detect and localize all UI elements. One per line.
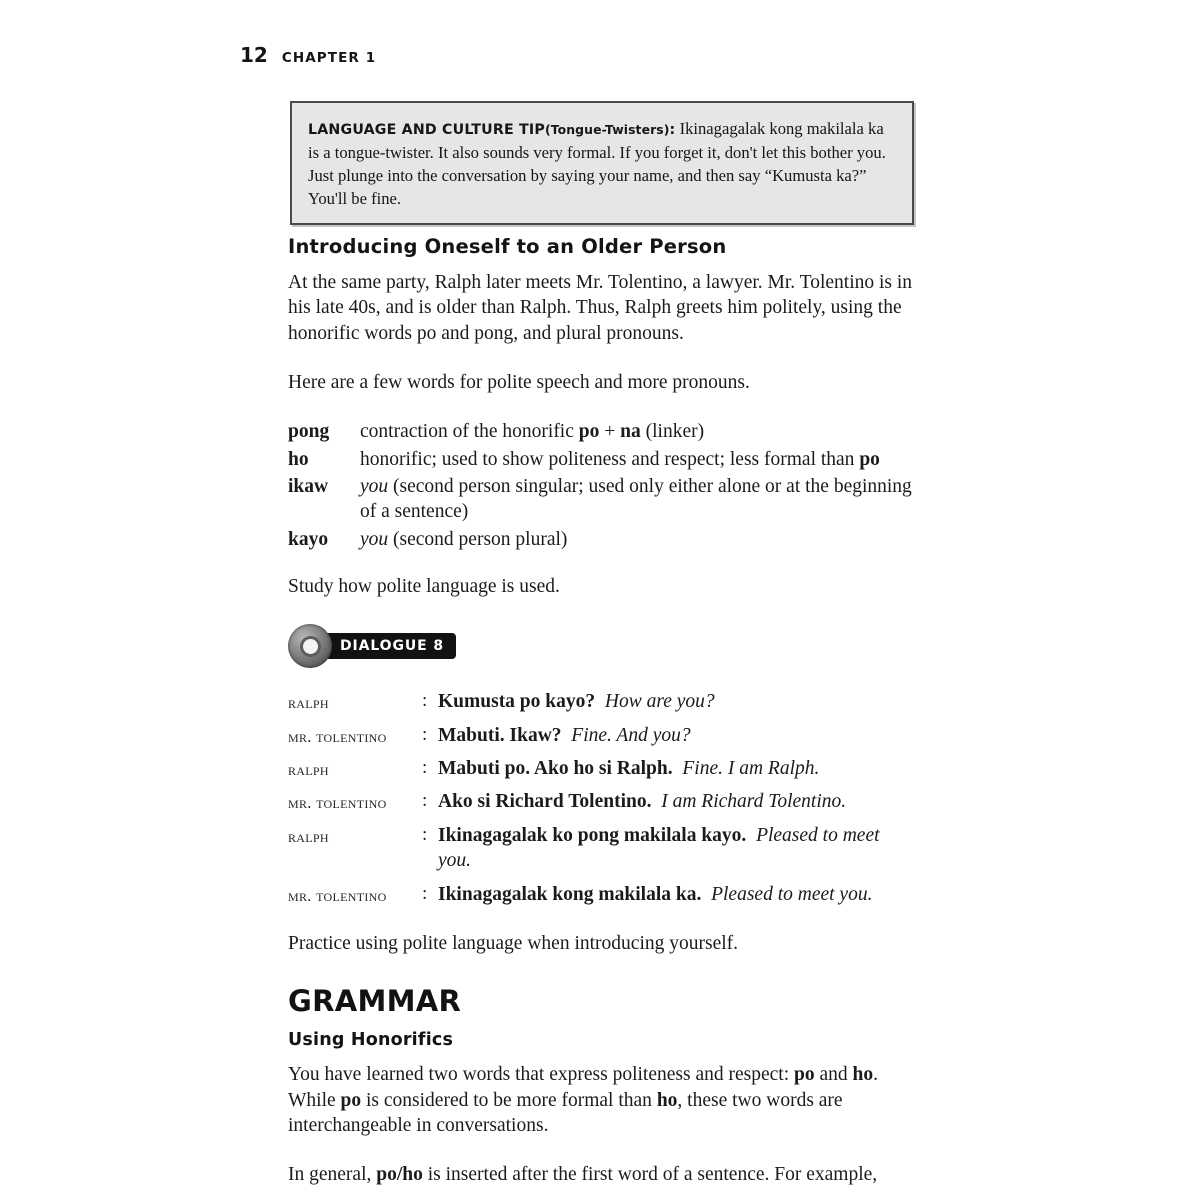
- dialogue-badge-label: DIALOGUE 8: [322, 633, 456, 659]
- dialogue-text: [438, 723, 916, 748]
- glossary-lead-in: Here are a few words for polite speech and more pronouns.: [288, 372, 750, 394]
- dialogue-speaker: ralph: [288, 693, 329, 713]
- dialogue-colon: :: [422, 882, 428, 904]
- dialogue-speaker: ralph: [288, 826, 329, 846]
- dialogue-english: How are you?: [604, 691, 715, 713]
- grammar-heading: GRAMMAR: [288, 984, 462, 1019]
- dialogue-text: [438, 823, 916, 874]
- dialogue-row: [288, 789, 916, 814]
- glossary-definition: contraction of the honorific po + na (linker): [360, 421, 705, 443]
- study-instruction: Study how polite language is used.: [288, 576, 560, 598]
- glossary-definition: you (second person singular; used only either alone or at the beginning of a sentence): [360, 476, 912, 523]
- dialogue-row: [288, 723, 916, 748]
- dialogue-speaker: mr. tolentino: [288, 793, 387, 813]
- dialogue-tagalog: Ako si Richard Tolentino.: [438, 791, 652, 813]
- glossary-term: ikaw: [288, 476, 329, 498]
- chapter-label: CHAPTER 1: [281, 50, 377, 66]
- glossary-row: [288, 419, 916, 444]
- dialogue-text: [438, 756, 916, 781]
- glossary-list: [288, 419, 916, 552]
- page-number: 12: [240, 43, 268, 67]
- dialogue-speaker: ralph: [288, 760, 329, 780]
- tip-box-label-paren: (Tongue-Twisters): [544, 122, 670, 137]
- glossary-term: pong: [288, 421, 330, 443]
- dialogue-colon: :: [422, 823, 428, 845]
- tip-box-body: Ikinagagalak kong makilala ka is a tongue-twister. It also sounds very formal. If you forget it, don't let this bother you. Just plunge into the conversation by saying your name, and then say “Kumusta ka?” You'll be fine.: [308, 119, 886, 209]
- dialogue-text: [438, 689, 916, 714]
- dialogue-colon: :: [422, 690, 428, 712]
- dialogue-tagalog: Ikinagagalak ko pong makilala kayo.: [438, 824, 747, 846]
- dialogue-colon: :: [422, 790, 428, 812]
- dialogue-speaker: mr. tolentino: [288, 726, 387, 746]
- glossary-row: [288, 474, 916, 525]
- tip-box-label-colon: :: [669, 122, 676, 138]
- glossary-term: ho: [288, 448, 309, 470]
- dialogue-english: Pleased to meet you.: [711, 883, 873, 905]
- glossary-row: [288, 447, 916, 472]
- dialogue-english: Fine. I am Ralph.: [682, 758, 820, 780]
- dialogue-speaker: mr. tolentino: [288, 885, 387, 905]
- grammar-paragraph-1: You have learned two words that express politeness and respect: po and ho. While po is considered to be more formal than ho, these two words are interchangeable in conversations.: [288, 1064, 878, 1136]
- practice-instruction: Practice using polite language when introducing yourself.: [288, 932, 739, 954]
- page-content-column: [288, 0, 916, 1188]
- dialogue-english: I am Richard Tolentino.: [661, 791, 847, 813]
- dialogue-tagalog: Kumusta po kayo?: [438, 691, 596, 713]
- glossary-definition: you (second person plural): [360, 528, 568, 550]
- tip-box-label: LANGUAGE AND CULTURE TIP: [308, 122, 545, 138]
- dialogue-colon: :: [422, 723, 428, 745]
- dialogue-row: [288, 882, 916, 907]
- section-heading: Introducing Oneself to an Older Person: [288, 235, 727, 258]
- glossary-row: [288, 527, 916, 552]
- dialogue-english: Fine. And you?: [571, 724, 691, 746]
- dialogue-tagalog: Mabuti. Ikaw?: [438, 724, 562, 746]
- grammar-subheading: Using Honorifics: [288, 1030, 454, 1051]
- glossary-definition: honorific; used to show politeness and respect; less formal than po: [360, 448, 880, 470]
- dialogue-text: [438, 789, 916, 814]
- dialogue-row: [288, 689, 916, 714]
- dialogue-list: [288, 689, 916, 906]
- glossary-term: kayo: [288, 528, 329, 550]
- dialogue-text: [438, 882, 916, 907]
- dialogue-colon: :: [422, 757, 428, 779]
- section-intro-paragraph: At the same party, Ralph later meets Mr. Tolentino, a lawyer. Mr. Tolentino is in his late 40s, and is older than Ralph. Thus, Ralph greets him politely, using the honorific words po and pong, and plural pronouns.: [288, 272, 913, 344]
- dialogue-row: [288, 756, 916, 781]
- dialogue-tagalog: Ikinagagalak kong makilala ka.: [438, 883, 702, 905]
- dialogue-badge[interactable]: [288, 623, 916, 669]
- dialogue-english: Pleased to meet you.: [438, 824, 880, 872]
- compact-disc-icon: [288, 624, 332, 668]
- dialogue-row: [288, 823, 916, 874]
- dialogue-tagalog: Mabuti po. Ako ho si Ralph.: [438, 758, 673, 780]
- grammar-paragraph-2: In general, po/ho is inserted after the first word of a sentence. For example,: [288, 1164, 878, 1186]
